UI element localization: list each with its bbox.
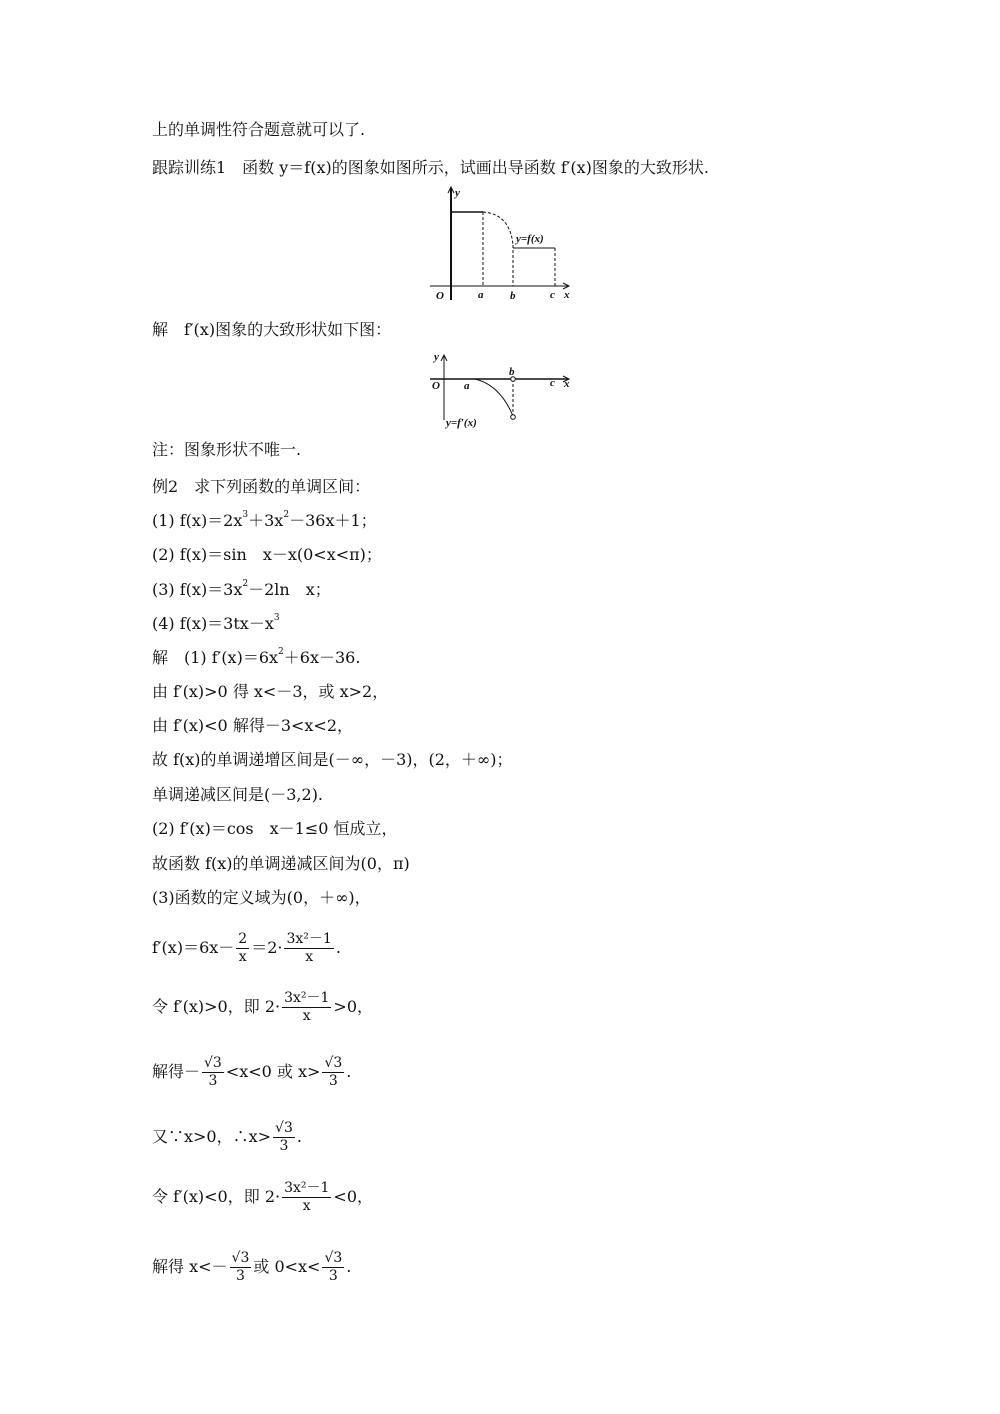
text: 令 f′(x)>0，即 2· — [152, 997, 281, 1016]
text: . — [296, 1127, 302, 1146]
fraction-numerator: √3 — [275, 1120, 293, 1136]
graph-fprime — [430, 351, 570, 429]
graph-f — [430, 187, 570, 302]
fraction-numerator: √3 — [324, 1250, 343, 1266]
fraction-numerator: 3x²－1 — [286, 931, 332, 947]
fraction-denominator: 3 — [235, 1268, 245, 1284]
tick-label-b: b — [509, 366, 515, 378]
text: (3)函数的定义域为(0，＋∞)， — [152, 888, 371, 907]
text: (2) f′(x)＝cos x－1≤0 恒成立， — [152, 819, 398, 838]
origin-label: O — [436, 290, 444, 302]
text: 注：图象形状不唯一. — [152, 440, 302, 459]
text: 单调递减区间是(－3,2). — [152, 785, 324, 804]
text: 解 (1) f′(x)＝6x — [152, 648, 279, 667]
curve-label: y=f′(x) — [446, 417, 477, 429]
text: . — [335, 938, 341, 957]
text: 又∵x>0，∴x> — [152, 1127, 272, 1146]
fraction-denominator: x — [305, 949, 314, 965]
exponent: 2 — [283, 510, 290, 520]
text: f′(x)＝6x－ — [152, 938, 235, 957]
text: 解 f′(x)图象的大致形状如下图： — [152, 320, 392, 339]
text: >0， — [333, 997, 374, 1016]
exponent: 2 — [242, 579, 249, 589]
text: 解得－ — [152, 1062, 201, 1081]
text: 故 f(x)的单调递增区间是(－∞，－3)，(2，＋∞)； — [152, 750, 513, 769]
text: 跟踪训练1 函数 y＝f(x)的图象如图所示，试画出导函数 f′(x)图象的大致形状. — [152, 158, 709, 177]
fraction-denominator: 3 — [208, 1073, 218, 1089]
fraction-denominator: 3 — [328, 1073, 338, 1089]
text: ＋6x－36. — [283, 648, 361, 667]
fraction-numerator: 3x²－1 — [284, 990, 330, 1006]
text: 令 f′(x)<0，即 2· — [152, 1187, 281, 1206]
tick-label-b: b — [510, 290, 516, 302]
origin-label: O — [432, 380, 440, 392]
text: 例2 求下列函数的单调区间： — [152, 477, 371, 496]
text: ＝2· — [251, 938, 283, 957]
text: (1) f(x)＝2x — [152, 511, 243, 530]
axis-label-x: x — [564, 378, 570, 390]
text: . — [346, 1257, 352, 1276]
fraction-denominator: 3 — [279, 1138, 289, 1154]
exponent: 3 — [242, 510, 249, 520]
fraction-denominator: 3 — [328, 1268, 338, 1284]
text: (2) f(x)＝sin x－x(0<x<π)； — [152, 545, 382, 564]
fraction-denominator: x — [238, 949, 247, 965]
fraction-numerator: 2 — [238, 931, 248, 947]
text: . — [346, 1062, 352, 1081]
text: 上的单调性符合题意就可以了. — [152, 120, 366, 139]
axis-label-y: y — [434, 351, 439, 363]
text: －2ln x； — [248, 580, 331, 599]
exponent: 2 — [278, 647, 284, 657]
fraction-denominator: x — [302, 1198, 311, 1214]
tick-label-c: c — [550, 377, 555, 389]
text: (4) f(x)＝3tx－x — [152, 614, 274, 633]
tick-label-c: c — [550, 289, 555, 301]
text: 解得 x<－ — [152, 1257, 228, 1276]
text: <x<0 或 x> — [225, 1062, 321, 1081]
text: (3) f(x)＝3x — [152, 580, 243, 599]
curve-label: y=f(x) — [516, 233, 544, 245]
text: 或 0<x< — [253, 1257, 321, 1276]
text: ＋3x — [248, 511, 284, 530]
exponent: 3 — [273, 613, 280, 623]
axis-label-x: x — [564, 289, 570, 301]
fraction-numerator: √3 — [231, 1250, 250, 1266]
tick-label-a: a — [464, 380, 470, 392]
text: 故函数 f(x)的单调递减区间为(0，π) — [152, 854, 410, 873]
text: －36x＋1； — [289, 511, 377, 530]
fraction-numerator: √3 — [324, 1055, 343, 1071]
tick-label-a: a — [478, 289, 484, 301]
axis-label-y: y — [455, 187, 460, 199]
text: 由 f′(x)>0 得 x<－3，或 x>2， — [152, 682, 389, 701]
text: <0， — [333, 1187, 374, 1206]
text: 由 f′(x)<0 解得－3<x<2， — [152, 716, 354, 735]
fraction-numerator: 3x²－1 — [284, 1180, 330, 1196]
fraction-numerator: √3 — [204, 1055, 222, 1071]
fraction-denominator: x — [302, 1008, 311, 1024]
